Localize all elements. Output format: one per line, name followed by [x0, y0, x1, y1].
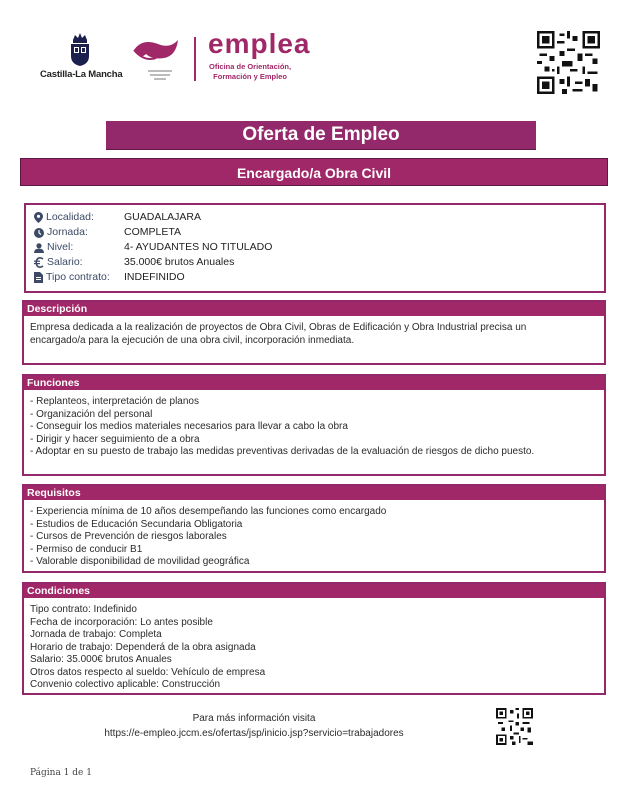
user-icon — [34, 243, 44, 253]
more-info-block — [60, 711, 448, 741]
info-row-tipo-contrato — [34, 270, 185, 285]
page-number: Página 1 de 1 — [30, 768, 92, 778]
info-row-nivel — [34, 240, 272, 255]
info-row-jornada — [34, 225, 181, 240]
empleo-emblem-small-print — [146, 68, 174, 85]
brand-tagline-line-2: Formación y Empleo — [213, 72, 287, 81]
section-body — [24, 316, 604, 347]
list-item: - Experiencia mínima de 10 años desempeñando las funciones como encargado — [30, 506, 387, 517]
list-item: - Estudios de Educación Secundaria Obligatoria — [30, 518, 243, 530]
info-label-text: Salario: — [47, 256, 83, 268]
info-label-text: Jornada: — [47, 226, 88, 238]
section-body — [24, 598, 604, 692]
list-item: - Dirigir y hacer seguimiento de a obra — [30, 433, 200, 445]
brand-wordmark: emplea — [208, 28, 311, 59]
list-item: - Replanteos, interpretación de planos — [30, 396, 199, 407]
section-heading: Funciones — [24, 376, 604, 390]
more-info-link[interactable]: https://e-empleo.jccm.es/ofertas/jsp/inicio.jsp?servicio=trabajadores — [104, 728, 404, 739]
euro-icon — [34, 257, 44, 268]
descripcion-line: Empresa dedicada a la realización de proyectos de Obra Civil, Obras de Edificación y Obra Industrial precisa un — [30, 322, 527, 333]
list-item: Tipo contrato: Indefinido — [30, 604, 137, 615]
list-item: - Adoptar en su puesto de trabajo las medidas preventivas derivadas de la evaluación de riesgos de dicho puesto. — [30, 446, 535, 457]
info-label-tipo-contrato — [34, 270, 124, 285]
list-item: Salario: 35.000€ brutos Anuales — [30, 654, 172, 665]
section-body — [24, 390, 604, 459]
document-title: Oferta de Empleo — [106, 121, 536, 150]
section-requisitos — [22, 484, 606, 573]
info-value-salario: 35.000€ brutos Anuales — [124, 256, 235, 268]
castilla-la-mancha-coat-of-arms-icon — [69, 32, 91, 66]
qr-code-icon[interactable] — [537, 31, 600, 94]
section-heading: Descripción — [24, 302, 604, 316]
section-funciones — [22, 374, 606, 476]
section-descripcion — [22, 300, 606, 365]
job-title: Encargado/a Obra Civil — [20, 158, 608, 186]
list-item: - Organización del personal — [30, 408, 153, 420]
info-value-jornada: COMPLETA — [124, 226, 181, 238]
info-value-nivel: 4- AYUDANTES NO TITULADO — [124, 241, 273, 253]
info-label-text: Tipo contrato: — [46, 271, 110, 283]
info-label-text: Localidad: — [46, 211, 94, 223]
section-heading: Requisitos — [24, 486, 604, 500]
info-row-localidad — [34, 210, 201, 225]
list-item: Convenio colectivo aplicable: Construcción — [30, 679, 221, 690]
castilla-la-mancha-logo — [40, 32, 123, 84]
list-item: Horario de trabajo: Dependerá de la obra asignada — [30, 641, 256, 653]
brand-tagline — [209, 62, 291, 82]
more-info-text: Para más información visita — [192, 713, 316, 724]
info-label-nivel — [34, 240, 124, 255]
section-body — [24, 500, 604, 569]
section-condiciones — [22, 582, 606, 695]
brand-tagline-line-1: Oficina de Orientación, — [209, 62, 292, 71]
info-label-text: Nivel: — [47, 241, 74, 253]
section-heading: Condiciones — [24, 584, 604, 598]
info-label-jornada — [34, 225, 124, 240]
list-item: - Valorable disponibilidad de movilidad geográfica — [30, 556, 250, 567]
list-item: - Cursos de Prevención de riesgos laborales — [30, 531, 227, 542]
job-summary-box — [24, 203, 606, 293]
descripcion-line: encargado/a para la ejecución de una obra civil, incorporación inmediata. — [30, 334, 355, 346]
info-value-localidad: GUADALAJARA — [124, 211, 202, 223]
info-value-tipo-contrato: INDEFINIDO — [124, 271, 185, 283]
list-item: Otros datos respecto al sueldo: Vehículo de empresa — [30, 666, 266, 678]
list-item: - Conseguir los medios materiales necesarios para llevar a cabo la obra — [30, 421, 348, 432]
document-icon — [34, 272, 43, 283]
info-label-salario — [34, 255, 124, 270]
qr-code-icon[interactable] — [496, 708, 533, 745]
list-item: Fecha de incorporación: Lo antes posible — [30, 616, 213, 628]
map-marker-icon — [34, 212, 43, 223]
brand-divider — [194, 37, 196, 81]
castilla-la-mancha-name: Castilla-La Mancha — [40, 69, 123, 80]
clock-icon — [34, 228, 44, 238]
info-row-salario — [34, 255, 234, 270]
info-label-localidad — [34, 210, 124, 225]
list-item: - Permiso de conducir B1 — [30, 543, 143, 555]
list-item: Jornada de trabajo: Completa — [30, 629, 162, 640]
